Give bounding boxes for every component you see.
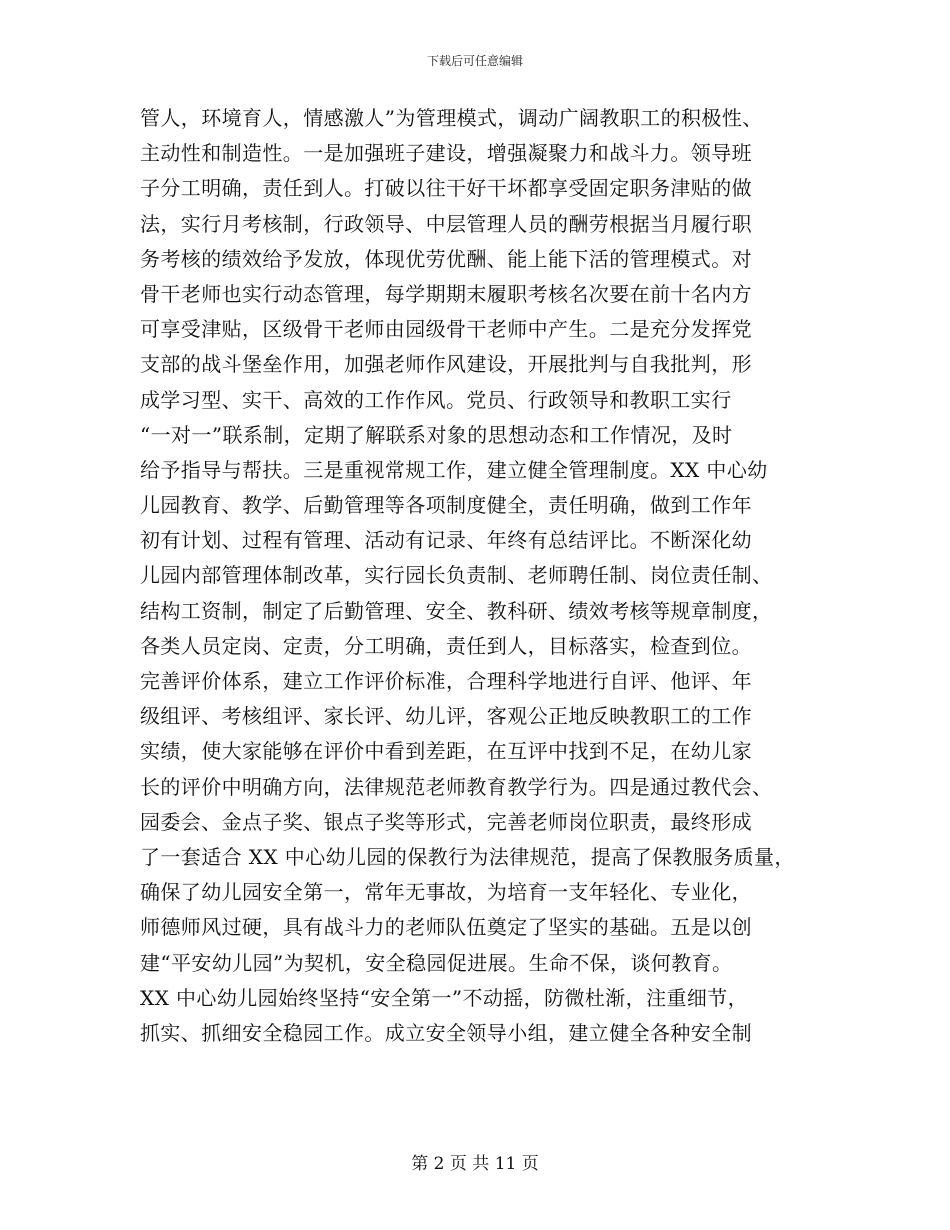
body-line: 师德师风过硬，具有战斗力的老师队伍奠定了坚实的基础。五是以创 <box>140 915 752 940</box>
body-line: 主动性和制造性。一是加强班子建设，增强凝聚力和战斗力。领导班 <box>140 141 752 166</box>
body-line: “一对一”联系制，定期了解联系对象的思想动态和工作情况，及时 <box>140 422 733 447</box>
document-body <box>140 101 820 1051</box>
body-line: 骨干老师也实行动态管理，每学期期末履职考核名次要在前十名内方 <box>140 281 752 306</box>
body-line: 抓实、抓细安全稳园工作。成立安全领导小组，建立健全各种安全制 <box>140 1020 752 1045</box>
body-line: 支部的战斗堡垒作用，加强老师作风建设，开展批判与自我批判，形 <box>140 352 752 377</box>
body-line: 儿园内部管理体制改革，实行园长负责制、老师聘任制、岗位责任制、 <box>140 563 773 588</box>
body-line: 初有计划、过程有管理、活动有记录、年终有总结评比。不断深化幼 <box>140 528 752 553</box>
body-line: 各类人员定岗、定责，分工明确，责任到人，目标落实，检查到位。 <box>140 633 752 658</box>
body-line: 了一套适合 XX 中心幼儿园的保教行为法律规范，提高了保教服务质量， <box>140 844 795 869</box>
body-line: 管人，环境育人，情感激人”为管理模式，调动广阔教职工的积极性、 <box>140 106 763 130</box>
body-line: 长的评价中明确方向，法律规范老师教育教学行为。四是通过教代会、 <box>140 774 773 799</box>
body-line: 确保了幼儿园安全第一，常年无事故，为培育一支年轻化、专业化， <box>140 880 752 905</box>
body-line: 完善评价体系，建立工作评价标准，合理科学地进行自评、他评、年 <box>140 669 752 693</box>
page-number: 第 2 页 共 11 页 <box>411 1154 539 1174</box>
body-line: 子分工明确，责任到人。打破以往干好干坏都享受固定职务津贴的做 <box>140 176 752 201</box>
body-line: 园委会、金点子奖、银点子奖等形式，完善老师岗位职责，最终形成 <box>140 809 752 834</box>
body-line: 给予指导与帮扶。三是重视常规工作，建立健全管理制度。XX 中心幼 <box>140 457 768 482</box>
body-line: 可享受津贴，区级骨干老师由园级骨干老师中产生。二是充分发挥党 <box>140 317 752 342</box>
body-line: 务考核的绩效给予发放，体现优劳优酬、能上能下活的管理模式。对 <box>140 246 752 271</box>
page-header-note: 下载后可任意编辑 <box>426 54 523 68</box>
body-line: XX 中心幼儿园始终坚持“安全第一”不动摇，防微杜渐，注重细节， <box>140 985 749 1010</box>
body-line: 级组评、考核组评、家长评、幼儿评，客观公正地反映教职工的工作 <box>140 704 752 729</box>
body-line: 法，实行月考核制，行政领导、中层管理人员的酬劳根据当月履行职 <box>140 211 752 236</box>
body-line: 实绩，使大家能够在评价中看到差距，在互评中找到不足，在幼儿家 <box>140 739 752 764</box>
body-line: 结构工资制，制定了后勤管理、安全、教科研、绩效考核等规章制度， <box>140 598 773 623</box>
body-line: 儿园教育、教学、后勤管理等各项制度健全，责任明确，做到工作年 <box>140 493 752 518</box>
body-line: 建“平安幼儿园”为契机，安全稳园促进展。生命不保，谈何教育。 <box>140 950 733 975</box>
body-line: 成学习型、实干、高效的工作作风。党员、行政领导和教职工实行 <box>140 387 732 412</box>
